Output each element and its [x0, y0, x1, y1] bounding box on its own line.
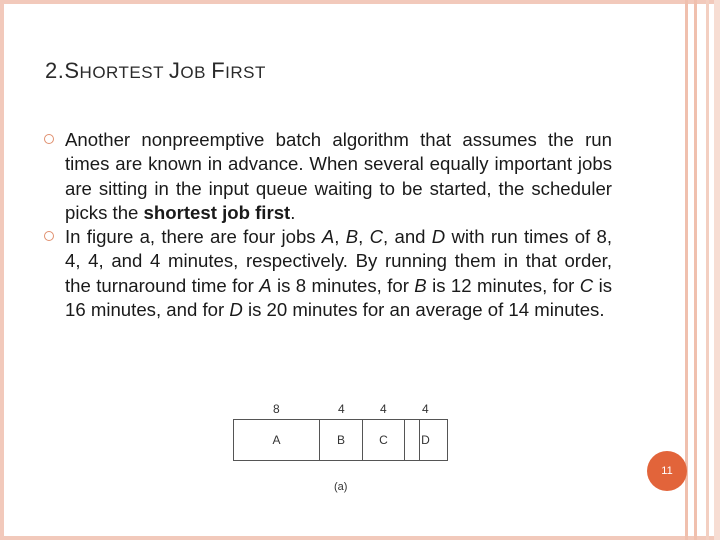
bullet-item: In figure a, there are four jobs A, B, C, and D with run times of 8, 4, 4, and 4 minutes, respectively. By running them in that order, the turnaround time for A is 8 minutes, for B is 12 minutes, for C is 16 minutes, and for D is 20 minutes for an average of 14 minutes. [44, 225, 612, 322]
job-time-label: 4 [422, 402, 429, 416]
job-box: B [319, 419, 363, 461]
bullet-circle-icon [44, 134, 54, 144]
bullet-circle-icon [44, 231, 54, 241]
job-time-label: 4 [338, 402, 345, 416]
job-box: C [362, 419, 405, 461]
bullet-item: Another nonpreemptive batch algorithm that assumes the run times are known in advance. When several equally important jobs are sitting in the input queue waiting to be started, the scheduler picks the shortest job first. [44, 128, 612, 225]
right-border-stripe [685, 0, 688, 540]
job-box: A [233, 419, 320, 461]
slide-title: 2.SHORTEST JOB FIRST [45, 58, 266, 83]
bullet-list [44, 128, 612, 322]
right-border-stripe [714, 0, 720, 540]
job-box: D [404, 419, 448, 461]
job-time-label: 8 [273, 402, 280, 416]
job-order-figure [233, 398, 429, 498]
right-border-stripe [694, 0, 697, 540]
job-time-label: 4 [380, 402, 387, 416]
page-number-badge: 11 [647, 451, 687, 491]
figure-caption: (a) [334, 481, 348, 493]
right-border-stripe [706, 0, 709, 540]
